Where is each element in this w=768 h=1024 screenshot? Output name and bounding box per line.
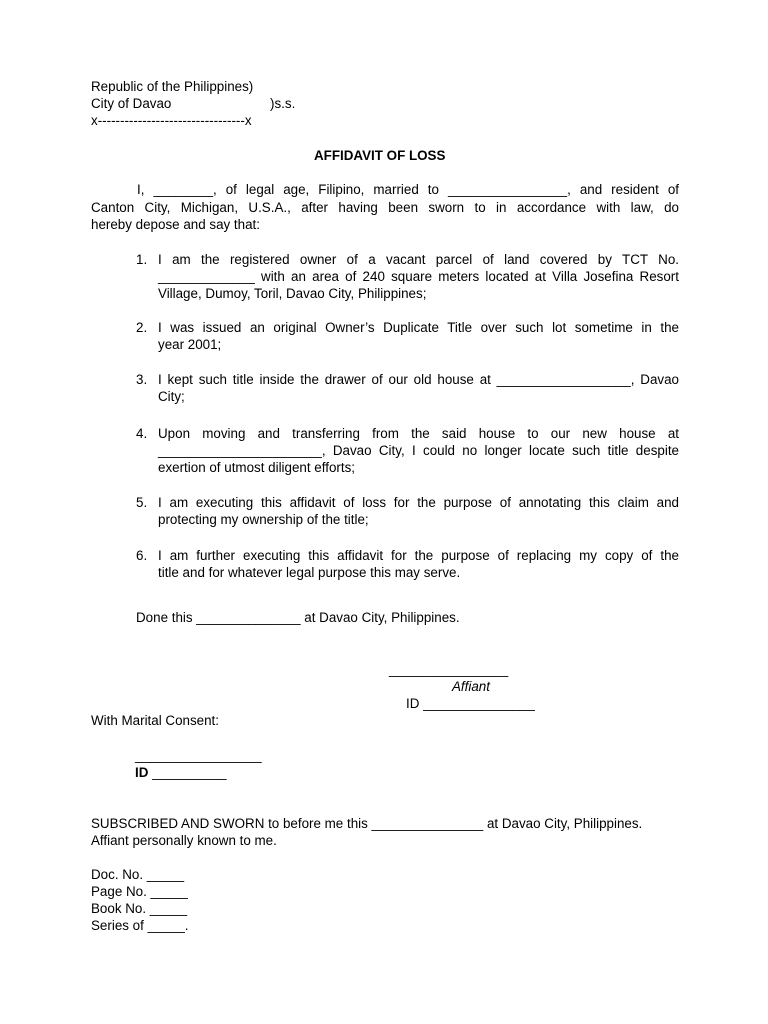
item-3-line-2: City; (158, 389, 185, 404)
item-number: 5. (136, 495, 148, 510)
item-6-line-2: title and for whatever legal purpose this may serve. (158, 565, 461, 580)
jurat-line-2: Affiant personally known to me. (91, 833, 277, 848)
item-2-line-2: year 2001; (158, 337, 222, 352)
intro-line-2: Canton City, Michigan, U.S.A., after having been sworn to in accordance with law, do (91, 200, 679, 215)
jurat-line-1: SUBSCRIBED AND SWORN to before me this _______________ at Davao City, Philippines. (91, 816, 643, 831)
spouse-id-label: ID (135, 765, 149, 780)
item-number: 3. (136, 372, 148, 387)
affiant-label: Affiant (452, 679, 490, 694)
intro-line-3: hereby depose and say that: (91, 217, 260, 232)
notarial-doc-no: Doc. No. _____ (91, 867, 185, 882)
document-title: AFFIDAVIT OF LOSS (314, 148, 446, 163)
spouse-id-blank: __________ (148, 765, 227, 780)
notarial-page-no: Page No. _____ (91, 884, 188, 899)
spouse-id-line (135, 764, 227, 781)
spouse-signature-line: _________________ (135, 748, 262, 763)
done-line: Done this ______________ at Davao City, Philippines. (136, 610, 460, 625)
item-4-line-3: exertion of utmost diligent efforts; (158, 460, 355, 475)
affiant-id-line: ID _______________ (406, 696, 535, 711)
marital-consent-label: With Marital Consent: (91, 713, 219, 728)
intro-line-1: I, ________, of legal age, Filipino, married to ________________, and resident of (137, 182, 679, 197)
item-1-line-3: Village, Dumoy, Toril, Davao City, Philippines; (158, 286, 427, 301)
item-5-line-2: protecting my ownership of the title; (158, 512, 369, 527)
item-2-line-1: I was issued an original Owner’s Duplicate Title over such lot sometime in the (158, 320, 679, 335)
item-number: 2. (136, 320, 148, 335)
affiant-signature-line: ________________ (389, 662, 509, 677)
item-4-line-2: ______________________, Davao City, I could no longer locate such title despite (158, 443, 679, 458)
header-republic: Republic of the Philippines) (91, 79, 254, 94)
item-number: 6. (136, 548, 148, 563)
item-3-line-1: I kept such title inside the drawer of our old house at __________________, Davao (158, 372, 679, 387)
item-4-line-1: Upon moving and transferring from the said house to our new house at (158, 426, 679, 441)
header-city: City of Davao (91, 96, 172, 111)
item-6-line-1: I am further executing this affidavit for the purpose of replacing my copy of the (158, 548, 679, 563)
item-number: 1. (136, 252, 148, 267)
header-separator: x---------------------------------x (91, 113, 252, 128)
item-5-line-1: I am executing this affidavit of loss for the purpose of annotating this claim and (158, 495, 679, 510)
notarial-series: Series of _____. (91, 918, 189, 933)
item-number: 4. (136, 426, 148, 441)
item-1-line-2: _____________ with an area of 240 square meters located at Villa Josefina Resort (158, 269, 679, 284)
notarial-book-no: Book No. _____ (91, 901, 188, 916)
item-1-line-1: I am the registered owner of a vacant parcel of land covered by TCT No. (158, 252, 679, 267)
header-ss: )s.s. (270, 96, 296, 111)
